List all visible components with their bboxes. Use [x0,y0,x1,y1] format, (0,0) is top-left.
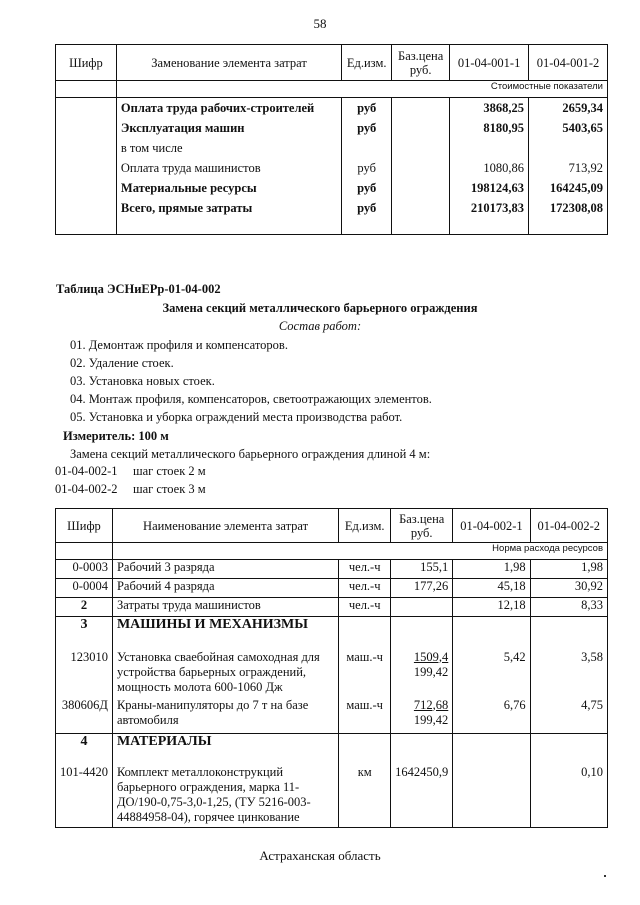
materials-heading: МАТЕРИАЛЫ [112,734,338,762]
row-value-2: 164245,09 [529,178,608,198]
row-name: Установка сваебойная самоходная для устройства барьерных ограждений, мощность молота 600-1060 Дж [112,647,338,698]
row-value-2: 8,33 [530,598,607,617]
row-unit: руб [342,98,392,119]
variant-2-code: 01-04-002-2 [55,482,118,496]
section-label: Стоимостные показатели [116,81,607,98]
row-price: 1642450,9 [391,762,453,828]
row-value-1: 1080,86 [450,158,529,178]
row-name: Материальные ресурсы [116,178,341,198]
table-row [56,598,608,617]
row-unit: маш.-ч [339,647,391,698]
header-unit: Ед.изм. [339,509,391,543]
footer-region: Астраханская область [259,848,381,863]
row-price: 155,1 [391,560,453,579]
table-row [56,198,608,218]
row-price: 712,68 [413,697,449,712]
step-2: 02. Удаление стоек. [70,356,174,370]
section-heading-row [56,734,608,762]
row-value-2: 1,98 [530,560,607,579]
row-unit: руб [342,198,392,218]
row-unit: руб [342,178,392,198]
table-row [56,579,608,598]
row-name: Комплект металлоконструкций барьерного ограждения, марка 11-ДО/190-0,75-3,0-1,25, (ТУ 5216-003-44884958-04), горячее цинкование [112,762,338,828]
row-value-2: 5403,65 [529,118,608,138]
header-unit: Ед.изм. [342,45,392,81]
header-base-price: Баз.цена руб. [392,45,450,81]
header-col1: 01-04-002-1 [453,509,530,543]
machines-heading-code: 3 [56,617,113,647]
table-header-row [56,45,608,81]
table-row [56,647,608,698]
machines-heading: МАШИНЫ И МЕХАНИЗМЫ [112,617,338,647]
row-value-1: 5,42 [453,647,530,698]
header-base-price: Баз.цена руб. [391,509,453,543]
work-subtitle: Замена секций металлического барьерного ограждения [162,301,478,315]
table-row [56,178,608,198]
variant-1-text: шаг стоек 2 м [133,464,206,478]
row-code: 380606Д [56,698,113,734]
materials-heading-code: 4 [56,734,113,762]
row-value-2: 30,92 [530,579,607,598]
row-name: Оплата труда рабочих-строителей [116,98,341,119]
header-col2: 01-04-001-2 [529,45,608,81]
table-spacer-row [56,218,608,234]
row-code: 0-0003 [56,560,113,579]
row-unit: руб [342,118,392,138]
resource-table [55,508,608,828]
table-title: Таблица ЭСНиЕРр-01-04-002 [56,282,221,296]
table-row [56,158,608,178]
row-price-secondary: 199,42 [413,712,449,727]
step-4: 04. Монтаж профиля, компенсаторов, светоотражающих элементов. [70,392,432,406]
variant-1-code: 01-04-002-1 [55,464,118,478]
table-header-row [56,509,608,543]
row-value-2: 172308,08 [529,198,608,218]
header-col1: 01-04-001-1 [450,45,529,81]
row-code: 0-0004 [56,579,113,598]
header-cipher: Шифр [56,45,117,81]
row-name: Эксплуатация машин [116,118,341,138]
header-cipher: Шифр [56,509,113,543]
row-value-2: 2659,34 [529,98,608,119]
page-number: 58 [313,16,327,31]
row-price-secondary: 199,42 [413,664,449,679]
row-code: 2 [56,598,113,617]
row-unit: км [339,762,391,828]
row-value-1: 210173,83 [450,198,529,218]
step-5: 05. Установка и уборка ограждений места производства работ. [70,410,403,424]
cost-table [55,44,608,235]
step-1: 01. Демонтаж профиля и компенсаторов. [70,338,288,352]
row-unit: чел.-ч [339,579,391,598]
row-value-1: 3868,25 [450,98,529,119]
row-name: Рабочий 4 разряда [112,579,338,598]
composition-title: Состав работ: [278,319,362,333]
row-code: 123010 [56,647,113,698]
row-value-1: 1,98 [453,560,530,579]
scan-mark [604,875,606,877]
variant-2-text: шаг стоек 3 м [133,482,206,496]
header-col2: 01-04-002-2 [530,509,607,543]
row-name: Всего, прямые затраты [116,198,341,218]
row-price: 177,26 [391,579,453,598]
table-row [56,118,608,138]
row-value-1: 8180,95 [450,118,529,138]
row-name: в том числе [116,138,341,158]
row-value-1: 45,18 [453,579,530,598]
row-unit: чел.-ч [339,598,391,617]
header-name: Заменование элемента затрат [116,45,341,81]
section-label: Норма расхода ресурсов [112,543,607,560]
table-row [56,138,608,158]
section-heading-row [56,617,608,647]
row-value-2: 4,75 [530,698,607,734]
row-unit: руб [342,158,392,178]
row-name: Краны-манипуляторы до 7 т на базе автомобиля [112,698,338,734]
row-name: Затраты труда машинистов [112,598,338,617]
header-name: Наименование элемента затрат [112,509,338,543]
row-price: 1509,4 [413,649,449,664]
row-name: Оплата труда машинистов [116,158,341,178]
table-row [56,762,608,828]
table-row [56,560,608,579]
description-line: Замена секций металлического барьерного ограждения длиной 4 м: [70,447,431,461]
row-value-2: 3,58 [530,647,607,698]
meter-line: Измеритель: 100 м [63,429,169,443]
row-value-2: 713,92 [529,158,608,178]
row-code: 101-4420 [56,762,113,828]
row-unit: чел.-ч [339,560,391,579]
table-row [56,98,608,119]
step-3: 03. Установка новых стоек. [70,374,215,388]
row-unit: маш.-ч [339,698,391,734]
row-value-1: 6,76 [453,698,530,734]
row-value-1: 198124,63 [450,178,529,198]
row-value-2: 0,10 [530,762,607,828]
row-value-1: 12,18 [453,598,530,617]
table-row [56,698,608,734]
row-name: Рабочий 3 разряда [112,560,338,579]
row-value-1 [453,762,530,828]
